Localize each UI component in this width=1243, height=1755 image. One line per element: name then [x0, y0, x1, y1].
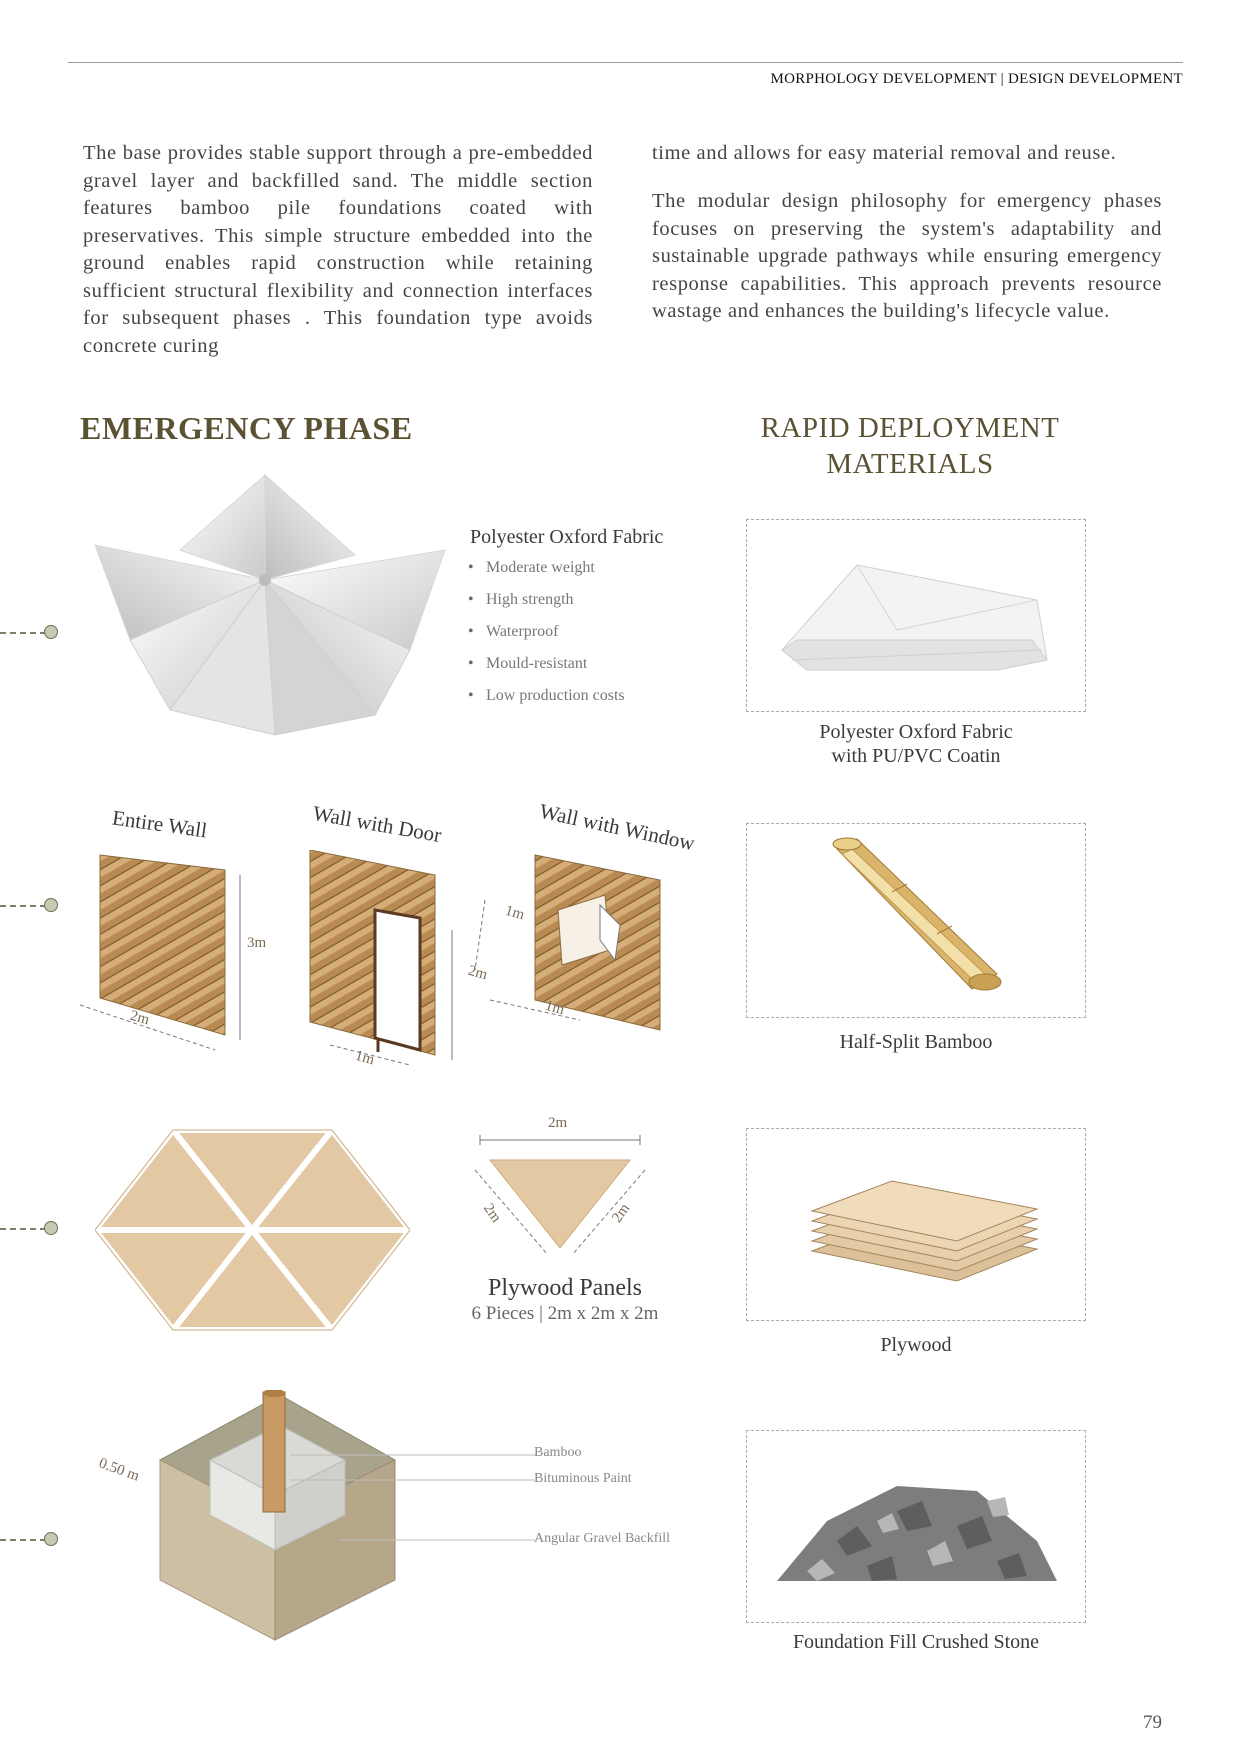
header-rule — [68, 62, 1183, 63]
plywood-triangle-illustration — [470, 1130, 650, 1260]
timeline-dash-3 — [0, 1228, 46, 1230]
wall-door-title: Wall with Door — [310, 800, 444, 848]
caption-fabric-line2: with PU/PVC Coatin — [831, 745, 1001, 767]
material-box-stone — [746, 1430, 1086, 1623]
bamboo-walls-illustration — [80, 850, 720, 1080]
fabric-spec-item: • Mould-resistant — [468, 652, 625, 684]
foundation-block-illustration — [155, 1390, 705, 1650]
intro-right-paragraph-1: time and allows for easy material removal and reuse. — [652, 142, 1117, 164]
plywood-hexagon-illustration — [95, 1125, 410, 1335]
dim-triangle-top: 2m — [548, 1115, 568, 1131]
half-split-bamboo-image — [747, 824, 1085, 1017]
rapid-heading-line1: RAPID DEPLOYMENT — [760, 412, 1060, 444]
entire-wall-title: Entire Wall — [110, 805, 209, 843]
foundation-label-bituminous: Bituminous Paint — [534, 1471, 632, 1486]
plywood-panels-title: Plywood Panels — [487, 1275, 642, 1301]
dim-triangle-left: 2m — [479, 1200, 505, 1226]
timeline-dash-1 — [0, 632, 46, 634]
dim-window-height: 1m — [503, 902, 527, 924]
caption-fabric-line1: Polyester Oxford Fabric — [819, 721, 1013, 743]
material-box-bamboo — [746, 823, 1086, 1018]
rapid-deployment-heading — [720, 410, 1100, 482]
dim-entire-width: 2m — [128, 1007, 152, 1029]
timeline-dash-2 — [0, 905, 46, 907]
dim-door-height: 2m — [466, 962, 490, 984]
dim-entire-height: 3m — [247, 935, 267, 951]
plywood-panels-subtitle: 6 Pieces | 2m x 2m x 2m — [471, 1303, 659, 1324]
timeline-dash-4 — [0, 1539, 46, 1541]
dim-triangle-right: 2m — [609, 1200, 634, 1226]
fabric-spec-item: • Moderate weight — [468, 556, 625, 588]
section-header: MORPHOLOGY DEVELOPMENT | DESIGN DEVELOPMENT — [770, 71, 1183, 87]
crushed-stone-image — [747, 1431, 1085, 1622]
material-box-fabric — [746, 519, 1086, 712]
foundation-label-bamboo: Bamboo — [534, 1445, 582, 1460]
wall-window-title: Wall with Window — [537, 798, 697, 856]
intro-left-paragraph: The base provides stable support through a pre-embedded gravel layer and backfilled sand. The middle section features bamboo pile foundations coated with preservatives. This simple structure embedded into the ground enables rapid construction while retaining sufficient structural flexibility and connection interfaces for subsequent phases . This foundation type avoids concrete curing — [83, 142, 593, 357]
material-box-plywood — [746, 1128, 1086, 1321]
timeline-dot-3 — [44, 1221, 58, 1235]
intro-right-paragraph-2: The modular design philosophy for emergency phases focuses on preserving the system's adaptability and sustainable upgrade pathways while ensuring emergency response capabilities. This approach prevents resource wastage and enhances the building's lifecycle value. — [652, 190, 1162, 322]
fabric-spec-item: • Waterproof — [468, 620, 625, 652]
fabric-spec-list — [468, 556, 625, 716]
tent-fabric-illustration — [90, 470, 450, 740]
page-number: 79 — [1143, 1712, 1162, 1733]
caption-plywood: Plywood — [880, 1334, 952, 1356]
caption-fabric — [746, 720, 1086, 768]
timeline-dot-1 — [44, 625, 58, 639]
dim-foundation-depth: 0.50 m — [96, 1455, 142, 1485]
dim-door-width: 1m — [353, 1047, 377, 1069]
plywood-stack-image — [747, 1129, 1085, 1320]
dim-window-width: 1m — [543, 997, 567, 1019]
folded-fabric-image — [747, 520, 1085, 711]
foundation-label-gravel: Angular Gravel Backfill — [534, 1531, 671, 1546]
fabric-spec-item: • Low production costs — [468, 684, 625, 716]
timeline-dot-4 — [44, 1532, 58, 1546]
fabric-spec-title: Polyester Oxford Fabric — [470, 526, 664, 548]
timeline-dot-2 — [44, 898, 58, 912]
rapid-heading-line2: MATERIALS — [826, 448, 994, 480]
caption-stone: Foundation Fill Crushed Stone — [792, 1631, 1040, 1653]
caption-bamboo: Half-Split Bamboo — [839, 1031, 993, 1053]
emergency-phase-heading: EMERGENCY PHASE — [80, 410, 413, 446]
fabric-spec-item: • High strength — [468, 588, 625, 620]
